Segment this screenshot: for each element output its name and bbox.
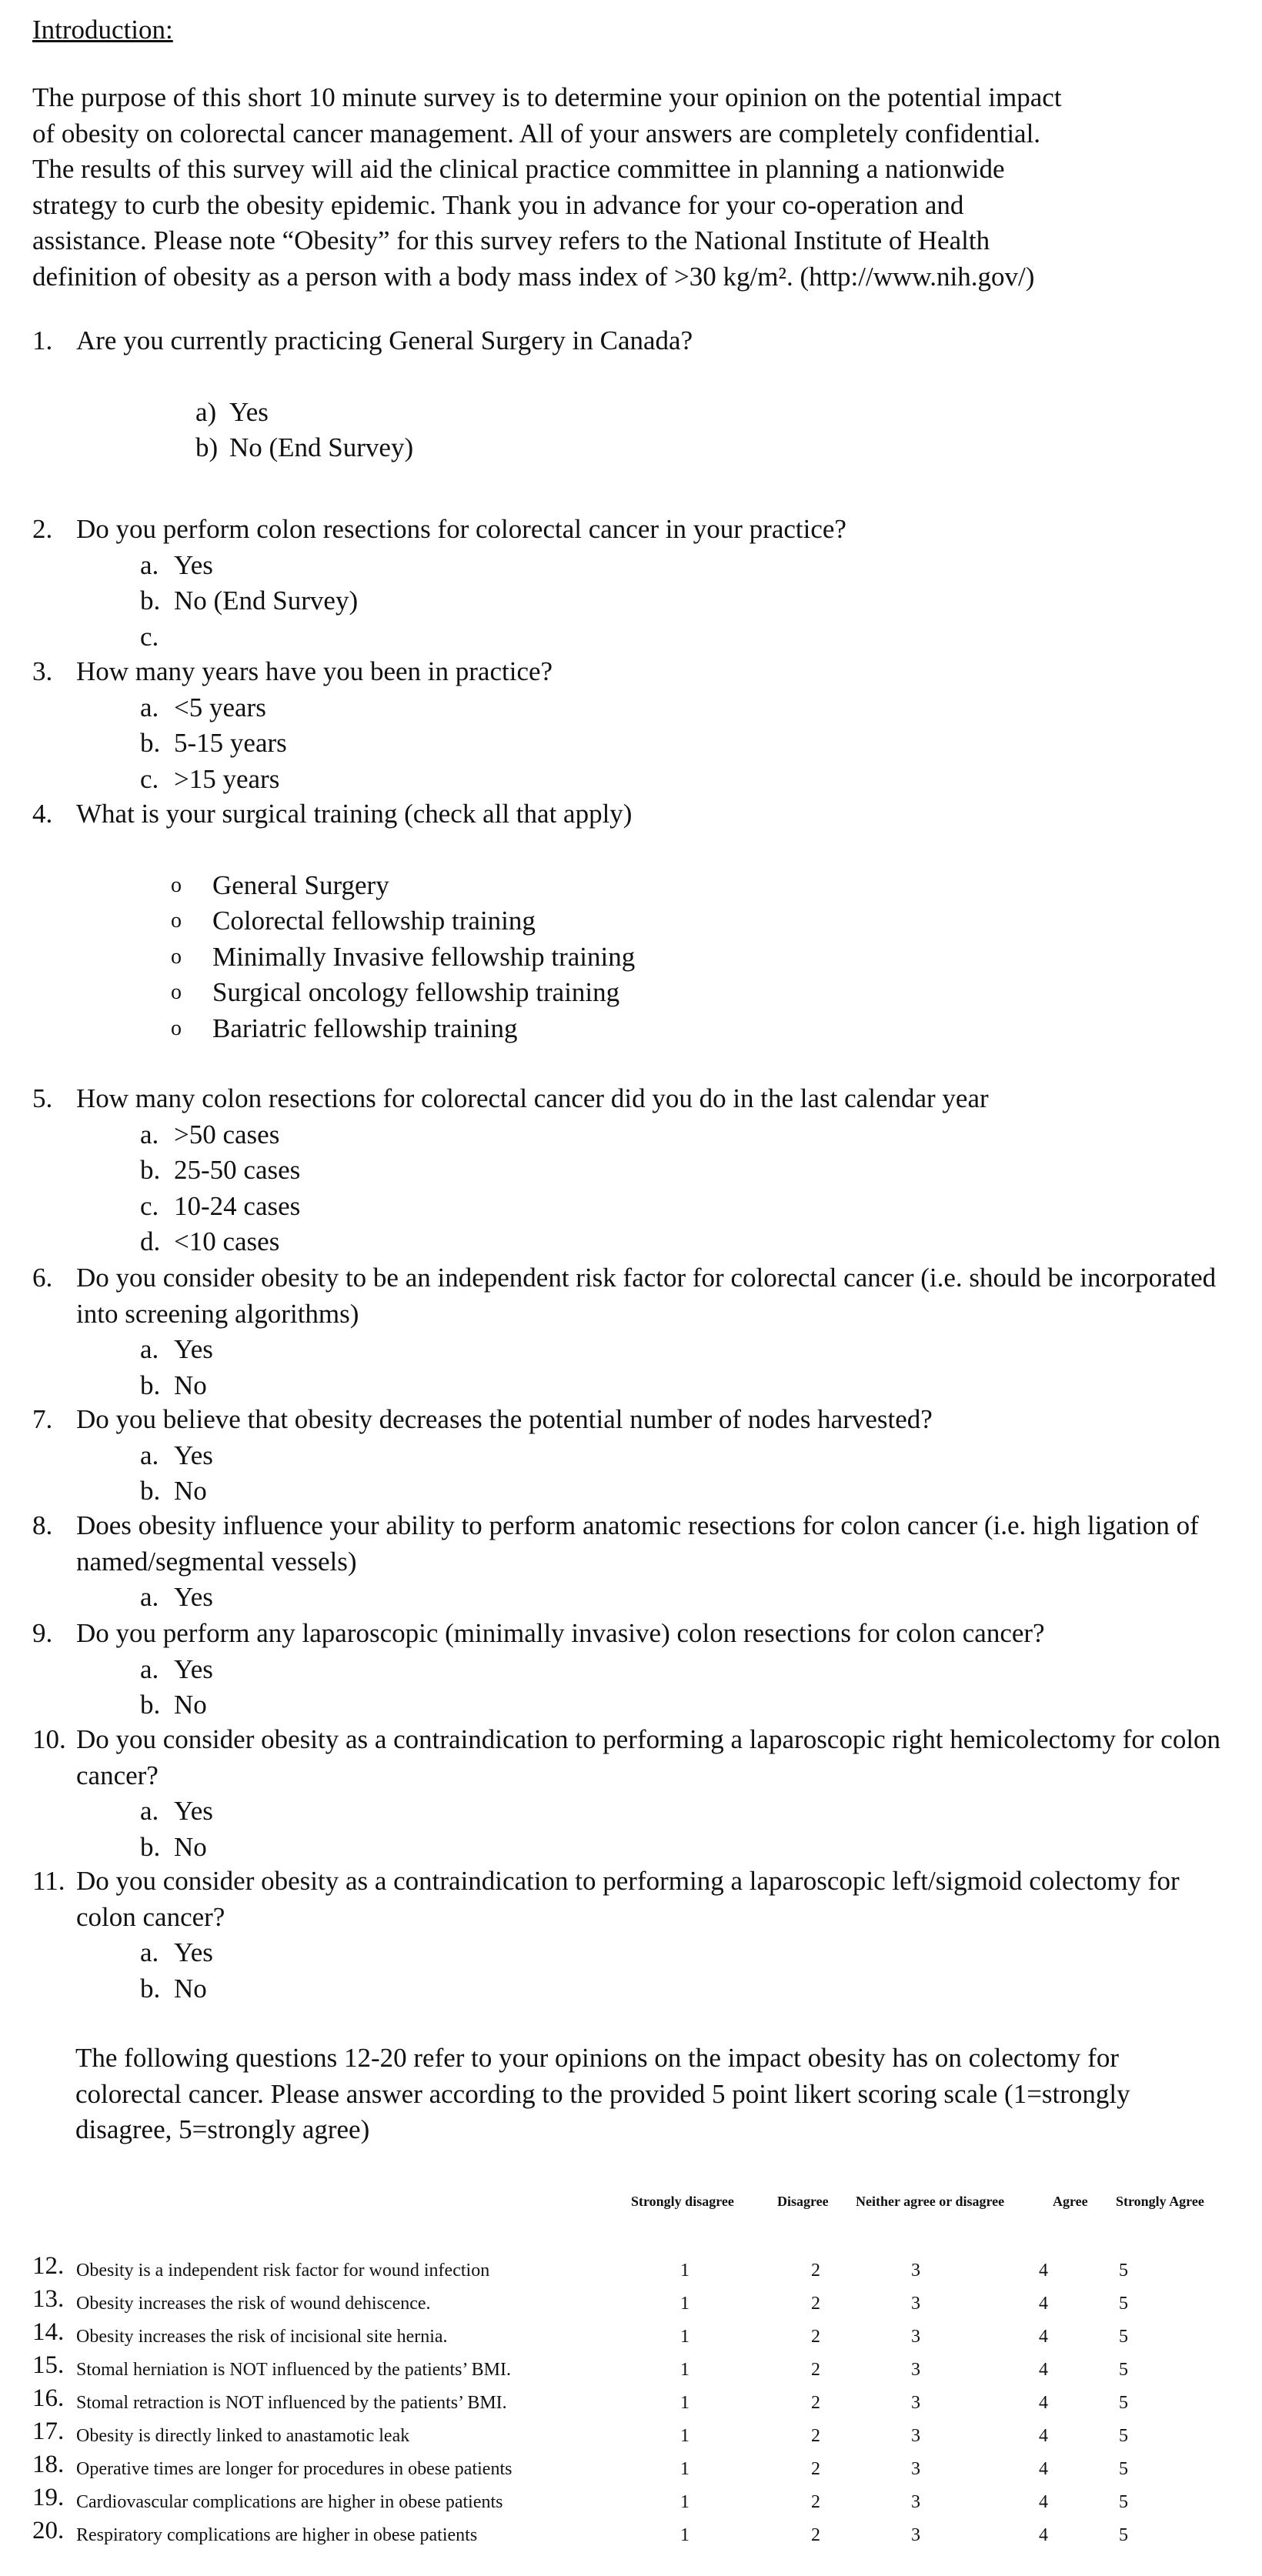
likert-score-option[interactable]: 3 [911,2459,920,2479]
option-yes[interactable]: a. Yes [140,549,213,580]
likert-statement: Obesity increases the risk of wound dehiscence. [76,2294,431,2314]
likert-score-option[interactable]: 4 [1039,2426,1048,2446]
circle-bullet-icon: o [171,944,182,969]
likert-score-option[interactable]: 3 [911,2327,920,2347]
likert-row-number: 14. [32,2318,65,2346]
likert-score-option[interactable]: 5 [1119,2261,1128,2281]
likert-score-option[interactable]: 1 [680,2360,689,2380]
likert-score-option[interactable]: 2 [811,2459,820,2479]
likert-score-option[interactable]: 1 [680,2492,689,2512]
option-no[interactable]: b. No [140,1973,207,2004]
likert-score-option[interactable]: 2 [811,2393,820,2413]
intro-line: strategy to curb the obesity epidemic. Thank you in advance for your co-operation and [32,189,964,220]
question-10: 10. Do you consider obesity as a contraindication to performing a laparoscopic right hemicolectomy for colon cancer? a. Yes b. No [32,1722,1233,1865]
option-no[interactable]: b. No [140,1831,207,1862]
checkbox-option[interactable]: o Bariatric fellowship training [171,1011,1233,1047]
question-9: 9. Do you perform any laparoscopic (minimally invasive) colon resections for colon cancer? a. Yes b. No [32,1616,1233,1723]
likert-statement: Stomal herniation is NOT influenced by the patients’ BMI. [76,2360,512,2380]
intro-heading: Introduction: [32,15,173,45]
likert-score-option[interactable]: 3 [911,2360,920,2380]
likert-score-option[interactable]: 2 [811,2426,820,2446]
question-6: 6. Do you consider obesity to be an independent risk factor for colorectal cancer (i.e. should be incorporated into screening algorithms) a. Yes b. No [32,1260,1233,1403]
likert-score-option[interactable]: 5 [1119,2294,1128,2314]
likert-score-option[interactable]: 3 [911,2393,920,2413]
likert-score-option[interactable]: 1 [680,2261,689,2281]
likert-statement: Stomal retraction is NOT influenced by the patients’ BMI. [76,2393,507,2413]
option-c[interactable]: c. 10-24 cases [140,1190,301,1221]
option-yes[interactable]: a. Yes [140,1582,213,1612]
likert-score-option[interactable]: 4 [1039,2360,1048,2380]
likert-score-option[interactable]: 4 [1039,2327,1048,2347]
question-11: 11. Do you consider obesity as a contraindication to performing a laparoscopic left/sigmoid colectomy for colon cancer? a. Yes b. No [32,1864,1233,2007]
likert-score-option[interactable]: 5 [1119,2525,1128,2545]
likert-row [32,2381,1233,2413]
likert-instructions: The following questions 12-20 refer to your opinions on the impact obesity has on colectomy for colorectal cancer. Please answer according to the provided 5 point likert scoring scale (1=strongly disagree, 5=strongly agree) [75,2043,1130,2144]
option-c[interactable]: c. >15 years [140,763,280,794]
likert-row-number: 15. [32,2351,65,2379]
intro-line: assistance. Please note “Obesity” for this survey refers to the National Institute of Health [32,225,990,255]
intro-line: The purpose of this short 10 minute survey is to determine your opinion on the potential impact [32,82,1062,112]
circle-bullet-icon: o [171,1016,182,1040]
likert-score-option[interactable]: 5 [1119,2393,1128,2413]
likert-statement: Cardiovascular complications are higher in obese patients [76,2492,503,2512]
likert-row [32,2447,1233,2479]
option-no[interactable]: b. No (End Survey) [140,586,359,616]
option-yes[interactable]: a. Yes [140,1334,213,1364]
option-b[interactable]: b. 25-50 cases [140,1155,301,1185]
checkbox-option[interactable]: o General Surgery [171,868,1233,904]
likert-score-option[interactable]: 1 [680,2294,689,2314]
likert-score-option[interactable]: 3 [911,2492,920,2512]
question-7: 7. Do you believe that obesity decreases the potential number of nodes harvested? a. Yes b. No [32,1402,1233,1510]
likert-row [32,2347,1233,2380]
likert-score-option[interactable]: 3 [911,2294,920,2314]
likert-score-option[interactable]: 3 [911,2261,920,2281]
likert-score-option[interactable]: 4 [1039,2459,1048,2479]
likert-header: Agree [1053,2194,1088,2209]
likert-row [32,2480,1233,2512]
likert-header: Disagree [777,2194,829,2209]
question-8: 8. Does obesity influence your ability to perform anatomic resections for colon cancer (i.e. high ligation of named/segmental vessels) a. Yes [32,1508,1233,1616]
likert-score-option[interactable]: 3 [911,2525,920,2545]
likert-score-option[interactable]: 4 [1039,2261,1048,2281]
option-yes[interactable]: a) Yes [195,396,269,427]
likert-row-number: 12. [32,2252,65,2280]
likert-row-number: 17. [32,2418,65,2445]
option-no[interactable]: b) No (End Survey) [195,432,414,462]
likert-row-number: 18. [32,2451,65,2478]
option-blank[interactable]: c. [140,621,159,652]
option-yes[interactable]: a. Yes [140,1653,213,1684]
likert-score-option[interactable]: 2 [811,2525,820,2545]
likert-statement: Obesity increases the risk of incisional site hernia. [76,2327,448,2347]
option-no[interactable]: b. No [140,1476,207,1506]
likert-score-option[interactable]: 1 [680,2525,689,2545]
option-yes[interactable]: a. Yes [140,1796,213,1826]
option-d[interactable]: d. <10 cases [140,1226,280,1256]
likert-score-option[interactable]: 5 [1119,2360,1128,2380]
likert-score-option[interactable]: 1 [680,2459,689,2479]
likert-row [32,2281,1233,2314]
question-4: 4. What is your surgical training (check all that apply) o General Surgery o Colorectal fellowship training o Minimally Invasive fellowship training o Surgical oncology fellowship training o Bariatric fellowship training [32,796,1233,1046]
likert-score-option[interactable]: 4 [1039,2393,1048,2413]
likert-statement: Operative times are longer for procedures in obese patients [76,2459,512,2479]
likert-statement: Obesity is directly linked to anastamotic leak [76,2426,410,2446]
likert-row [32,2248,1233,2281]
likert-row [32,2414,1233,2446]
option-a[interactable]: a. >50 cases [140,1119,280,1150]
checkbox-option[interactable]: o Minimally Invasive fellowship training [171,939,1233,976]
likert-score-option[interactable]: 3 [911,2426,920,2446]
likert-score-option[interactable]: 4 [1039,2525,1048,2545]
likert-header-row [0,2184,1262,2207]
question-text: Are you currently practicing General Surgery in Canada? [76,325,693,355]
circle-bullet-icon: o [171,873,182,897]
likert-header: Neither agree or disagree [856,2194,1005,2209]
question-1 [32,323,1233,466]
intro-line: The results of this survey will aid the clinical practice committee in planning a nationwide [32,154,1005,184]
likert-row-number: 19. [32,2484,65,2511]
option-b[interactable]: b. 5-15 years [140,728,287,758]
option-a[interactable]: a. <5 years [140,692,266,722]
likert-score-option[interactable]: 1 [680,2327,689,2347]
option-yes[interactable]: a. Yes [140,1937,213,1967]
question-number: 1. [32,325,53,355]
question-3: 3. How many years have you been in practice? a. <5 years b. 5-15 years c. >15 years [32,654,1233,797]
likert-header: Strongly Agree [1116,2194,1204,2209]
likert-score-option[interactable]: 2 [811,2294,820,2314]
likert-score-option[interactable]: 5 [1119,2492,1128,2512]
checkbox-option[interactable]: o Surgical oncology fellowship training [171,975,1233,1011]
likert-score-option[interactable]: 2 [811,2360,820,2380]
likert-score-option[interactable]: 2 [811,2492,820,2512]
circle-bullet-icon: o [171,980,182,1004]
likert-row-number: 16. [32,2384,65,2412]
likert-row-number: 20. [32,2517,65,2544]
question-5: 5. How many colon resections for colorectal cancer did you do in the last calendar year a. >50 cases b. 25-50 cases c. 10-24 cases d. <10 cases [32,1081,1233,1260]
likert-row-number: 13. [32,2285,65,2313]
question-2: 2. Do you perform colon resections for colorectal cancer in your practice? a. Yes b. No (End Survey) c. [32,512,1233,655]
likert-score-option[interactable]: 5 [1119,2459,1128,2479]
likert-score-option[interactable]: 5 [1119,2426,1128,2446]
checkbox-option[interactable]: o Colorectal fellowship training [171,903,1233,939]
circle-bullet-icon: o [171,909,182,933]
likert-statement: Obesity is a independent risk factor for wound infection [76,2261,490,2281]
likert-score-option[interactable]: 1 [680,2393,689,2413]
likert-header: Strongly disagree [631,2194,734,2209]
likert-statement: Respiratory complications are higher in obese patients [76,2525,478,2545]
likert-score-option[interactable]: 5 [1119,2327,1128,2347]
likert-score-option[interactable]: 1 [680,2426,689,2446]
intro-line: definition of obesity as a person with a body mass index of >30 kg/m². (http://www.nih.gov/) [32,261,1035,292]
likert-score-option[interactable]: 4 [1039,2492,1048,2512]
option-no[interactable]: b. No [140,1690,207,1720]
likert-score-option[interactable]: 2 [811,2261,820,2281]
intro-paragraph [32,80,1233,295]
likert-score-option[interactable]: 4 [1039,2294,1048,2314]
likert-score-option[interactable]: 2 [811,2327,820,2347]
option-no[interactable]: b. No [140,1370,207,1400]
intro-line: of obesity on colorectal cancer management. All of your answers are completely confidential. [32,118,1041,148]
likert-row [32,2314,1233,2347]
likert-row [32,2513,1233,2545]
option-yes[interactable]: a. Yes [140,1440,213,1470]
